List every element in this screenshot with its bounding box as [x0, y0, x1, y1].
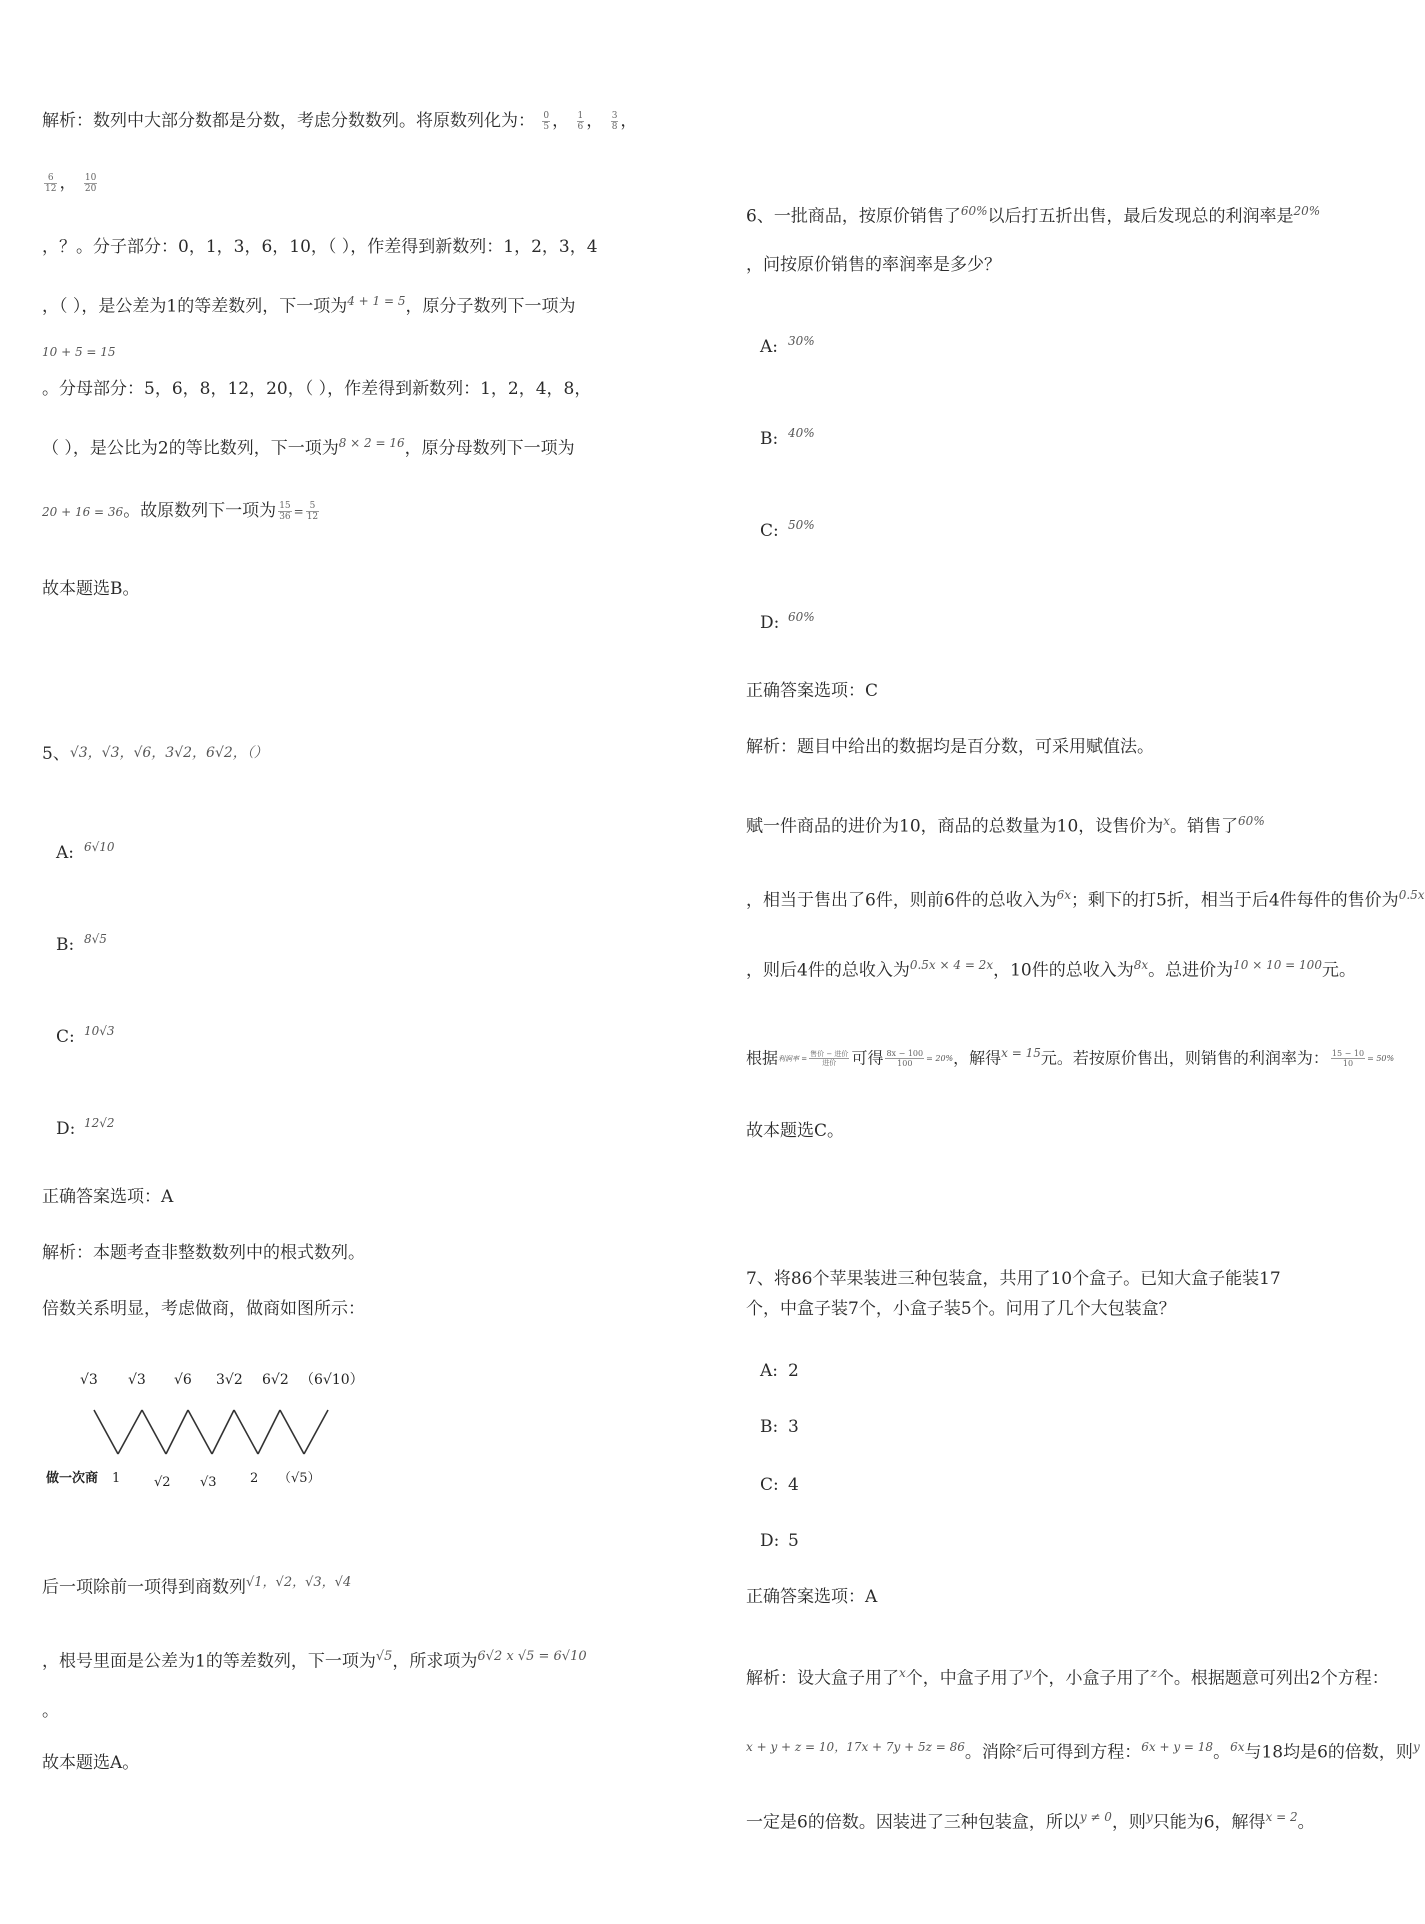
q4-explanation-line-2: $\frac{6}{12}$ ， $\frac{10}{20}$	[45, 173, 97, 194]
q5-explanation-1: 解析：本题考查非整数数列中的根式数列。	[42, 1243, 365, 1263]
diagram-quotient: （√5）	[278, 1471, 321, 1486]
q7-explanation-1: 解析：设大盒子用了$^x$个，中盒子用了$^y$个，小盒子用了$^z$个。根据题意可列出2个方程：	[746, 1666, 1389, 1689]
q6-explanation-3: ，相当于售出了6件，则前6件的总收入为$^{6x}$；剩下的打5折，相当于后4件每件的售价为$^{0.5x}$	[746, 888, 1425, 911]
q7-option-a[interactable]: A: 2	[760, 1361, 799, 1381]
fraction: $\frac{15}{36}$	[279, 501, 291, 522]
q6-option-c[interactable]: C: $^{50\%}$	[760, 518, 815, 541]
q5-explanation-2: 倍数关系明显，考虑做商，做商如图所示：	[42, 1299, 365, 1319]
q5-conclusion: 故本题选A。	[42, 1753, 140, 1773]
fraction: $\frac{\text{售价 − 进价}}{\text{进价}}$	[810, 1050, 849, 1068]
q5-explanation-5: 。	[42, 1701, 59, 1721]
quotient-diagram	[42, 1362, 362, 1512]
right-column	[746, 0, 1425, 1924]
q5-explanation-4: ，根号里面是公差为1的等差数列，下一项为$^{√5}$，所求项为$^{6√2 x √5 = 6√10}$	[42, 1649, 587, 1672]
fraction: $\frac{3}{8}$	[611, 111, 618, 132]
q6-explanation-2: 赋一件商品的进价为10，商品的总数量为10，设售价为$^x$。销售了$^{60\%}$	[746, 814, 1265, 837]
q6-option-b[interactable]: B: $^{40\%}$	[760, 426, 815, 449]
q5-explanation-3: 后一项除前一项得到商数列$^{√1,√2,√3,√4}$	[42, 1575, 352, 1598]
fraction: $\frac{0}{5}$	[543, 111, 550, 132]
q5-answer: 正确答案选项：A	[42, 1187, 174, 1207]
diagram-top-term: 3√2	[216, 1372, 243, 1388]
fraction: $\frac{8x - 100}{100}$	[886, 1049, 924, 1069]
diagram-top-term: √3	[128, 1372, 146, 1388]
q6-answer: 正确答案选项：C	[746, 681, 879, 701]
q6-explanation-1: 解析：题目中给出的数据均是百分数，可采用赋值法。	[746, 737, 1154, 757]
q7-answer: 正确答案选项：A	[746, 1587, 878, 1607]
q4-conclusion: 故本题选B。	[42, 579, 140, 599]
diagram-quotient: √2	[154, 1475, 171, 1490]
q7-explanation-2: $^{x + y + z = 10,17x + 7y + 5z = 86}$。消除$^z$后可得到方程：$^{6x + y = 18}$。$^{6x}$与18均是6的倍数，则$^y$	[746, 1740, 1420, 1763]
diagram-quotient: √3	[200, 1475, 217, 1490]
q5-option-c[interactable]: C: $^{10√3}$	[56, 1024, 115, 1047]
q5-option-a[interactable]: A: $^{6√10}$	[56, 840, 115, 863]
q6-explanation-4: ，则后4件的总收入为$^{0.5x \times 4 = 2x}$，10件的总收入为$^{8x}$。总进价为$^{10 \times 10 = 100}$元。	[746, 958, 1356, 981]
q6-option-a[interactable]: A: $^{30\%}$	[760, 334, 815, 357]
diagram-row-label: 做一次商	[46, 1471, 99, 1486]
fraction: $\frac{5}{12}$	[306, 501, 319, 522]
q5-stem: 5、√3，√3，√6，3√2，6√2，（）	[42, 744, 268, 764]
q7-explanation-3: 一定是6的倍数。因装进了三种包装盒，所以$^{y \ne 0}$，则$^y$只能为6，解得$^{x = 2}$。	[746, 1810, 1315, 1833]
q6-stem-2: ，问按原价销售的率润率是多少？	[746, 255, 1001, 275]
fraction: $\frac{6}{12}$	[45, 173, 57, 194]
q4-explanation-line-3: ，？。分子部分：0，1，3，6，10，（ ），作差得到新数列：1，2，3，4	[42, 237, 598, 257]
diagram-quotient: 1	[112, 1471, 121, 1486]
diagram-quotient: 2	[250, 1471, 259, 1486]
q4-explanation-line-7: （ ），是公比为2的等比数列，下一项为$^{8 \times 2 = 16}$，原分母数列下一项为	[42, 436, 575, 459]
q7-option-c[interactable]: C: 4	[760, 1475, 799, 1495]
q7-stem: 7、将86个苹果装进三种包装盒，共用了10个盒子。已知大盒子能装17个，中盒子装7个，小盒子装5个。问用了几个大包装盒？	[746, 1269, 1281, 1319]
diagram-top-term: √3	[80, 1372, 98, 1388]
left-column	[42, 0, 638, 1924]
q4-explanation-line-1: 解析：数列中大部分数都是分数，考虑分数数列。将原数列化为： $\frac{0}{5}$ ， $\frac{1}{6}$ ， $\frac{3}{8}$ ，	[42, 111, 638, 132]
diagram-top-term: 6√2	[262, 1372, 289, 1388]
q6-explanation-5: 根据利润率 = $\frac{\text{售价 − 进价}}{\text{进价}}$ 可得 $\frac{8x - 100}{100}$ = 20%，解得$^{x = 15}$元。若按原价售出，则销售的利润率为： $\frac{15 - 10}{10}$ = 50%	[746, 1046, 1395, 1069]
q7-option-b[interactable]: B: 3	[760, 1417, 799, 1437]
diagram-top-term: （6√10）	[300, 1372, 364, 1388]
fraction: $\frac{15 - 10}{10}$	[1331, 1049, 1365, 1069]
q4-explanation-line-8: 20 + 16 = 36。故原数列下一项为 $\frac{15}{36}$ = $\frac{5}{12}$	[42, 501, 319, 522]
q6-conclusion: 故本题选C。	[746, 1121, 845, 1141]
q6-stem: 6、一批商品，按原价销售了$^{60\%}$以后打五折出售，最后发现总的利润率是$^{20\%}$	[746, 204, 1321, 227]
fraction: $\frac{1}{6}$	[577, 111, 584, 132]
q5-option-d[interactable]: D: $^{12√2}$	[56, 1116, 115, 1139]
q4-explanation-line-6: 。分母部分：5，6，8，12，20，（ ），作差得到新数列：1，2，4，8，	[42, 379, 592, 399]
fraction: $\frac{10}{20}$	[84, 173, 97, 194]
q4-explanation-line-5: 10 + 5 = 15	[42, 345, 116, 359]
q4-explanation-line-4: ，（ ），是公差为1的等差数列，下一项为$^{4 + 1 = 5}$，原分子数列下一项为	[42, 294, 576, 317]
q7-option-d[interactable]: D: 5	[760, 1531, 799, 1551]
q6-option-d[interactable]: D: $^{60\%}$	[760, 610, 815, 633]
diagram-top-term: √6	[174, 1372, 192, 1388]
q5-option-b[interactable]: B: $^{8√5}$	[56, 932, 107, 955]
